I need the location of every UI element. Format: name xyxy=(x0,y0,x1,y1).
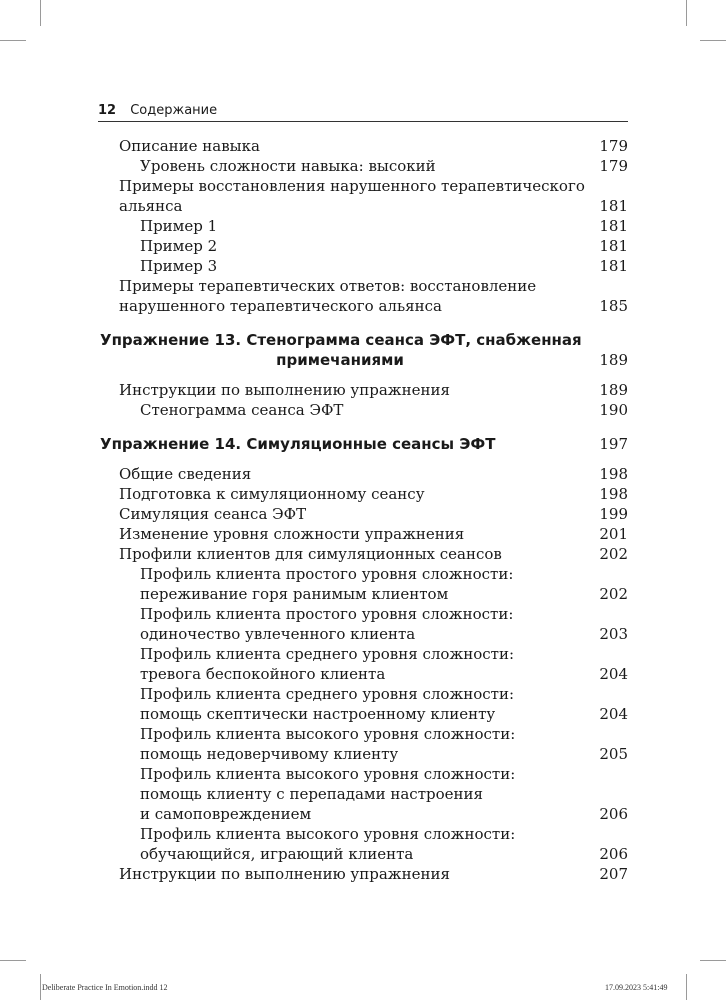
exercise-14-title: Упражнение 14. Симуляционные сеансы ЭФТ xyxy=(100,435,496,453)
toc-entry-page: 181 xyxy=(599,237,628,255)
toc-entry-title-line: Инструкции по выполнению упражнения xyxy=(119,865,450,883)
toc-entry-title-line: обучающийся, играющий клиента xyxy=(140,845,414,863)
exercise-13-title-line2: примечаниями xyxy=(276,351,404,369)
toc-entry-title xyxy=(140,824,515,864)
toc-entry xyxy=(0,524,726,544)
toc-entry-title-line: помощь клиенту с перепадами настроения xyxy=(140,785,483,803)
toc-entry xyxy=(0,276,726,316)
toc-entry-page: 201 xyxy=(599,525,628,543)
toc-entry-title xyxy=(140,256,217,276)
toc-entry-title-line: помощь недоверчивому клиенту xyxy=(140,745,399,763)
toc-entry-title-line: Профиль клиента среднего уровня сложности: xyxy=(140,645,515,663)
toc-entry-page: 202 xyxy=(599,585,628,603)
toc-entry-page: 206 xyxy=(599,805,628,823)
toc-entry-page: 204 xyxy=(599,705,628,723)
toc-entry-page: 202 xyxy=(599,545,628,563)
toc-entry xyxy=(0,156,726,176)
spacer xyxy=(0,454,726,464)
toc-entry-title-line: Профили клиентов для симуляционных сеансов xyxy=(119,545,502,563)
toc-entry-page: 179 xyxy=(599,157,628,175)
toc-entry-title-line: Уровень сложности навыка: высокий xyxy=(140,157,436,175)
toc-entry-title xyxy=(140,156,436,176)
toc-entry-title-line: помощь скептически настроенному клиенту xyxy=(140,705,496,723)
toc-entry-title xyxy=(119,136,260,156)
toc-entry-title-line: Примеры восстановления нарушенного терапевтического xyxy=(119,177,585,195)
crop-mark-top-left xyxy=(40,0,41,26)
toc-entry-page: 189 xyxy=(599,381,628,399)
toc-entry-title-line: Профиль клиента простого уровня сложности: xyxy=(140,605,514,623)
toc-entry xyxy=(0,464,726,484)
toc-entry-title-line: Примеры терапевтических ответов: восстановление xyxy=(119,277,537,295)
toc-entry-title xyxy=(119,524,464,544)
toc-entry-page: 181 xyxy=(599,197,628,215)
toc-entry-page: 190 xyxy=(599,401,628,419)
toc-entry-title-line: Симуляция сеанса ЭФТ xyxy=(119,505,307,523)
exercise-13-heading xyxy=(0,330,726,370)
toc-entry-page: 181 xyxy=(599,217,628,235)
crop-mark-top-right xyxy=(686,0,687,26)
toc-entry-title xyxy=(119,464,251,484)
running-header xyxy=(98,103,628,121)
toc-entry xyxy=(0,724,726,764)
toc-entry xyxy=(0,176,726,216)
crop-mark-bottom-right xyxy=(686,974,687,1000)
toc-entry-title-line: Инструкции по выполнению упражнения xyxy=(119,381,450,399)
toc-entry-title-line: Общие сведения xyxy=(119,465,252,483)
toc-entry-title-line: альянса xyxy=(119,197,183,215)
toc-entry-title xyxy=(140,724,515,764)
toc-entry xyxy=(0,380,726,400)
exercise-14-heading xyxy=(0,434,726,454)
toc-entry-title xyxy=(140,400,343,420)
spacer xyxy=(0,420,726,434)
exercise-13-page: 189 xyxy=(599,351,628,369)
toc-entry-title-line: и самоповреждением xyxy=(140,805,312,823)
toc-entry-page: 205 xyxy=(599,745,628,763)
crop-mark-left-bottom xyxy=(0,960,26,961)
toc-entry-title xyxy=(140,564,513,604)
toc-entry-title-line: Стенограмма сеанса ЭФТ xyxy=(140,401,344,419)
toc-entry-page: 207 xyxy=(599,865,628,883)
toc-entry xyxy=(0,236,726,256)
toc-entry-title xyxy=(119,176,585,216)
toc-entry-page: 198 xyxy=(599,465,628,483)
toc-entry-page: 203 xyxy=(599,625,628,643)
toc-entry-title-line: Профиль клиента среднего уровня сложности: xyxy=(140,685,515,703)
footer-datetime: 17.09.2023 5:41:49 xyxy=(605,983,668,992)
toc-entry-page: 181 xyxy=(599,257,628,275)
toc-entry-page: 204 xyxy=(599,665,628,683)
toc-entry-title-line: переживание горя ранимым клиентом xyxy=(140,585,449,603)
toc-entry xyxy=(0,136,726,156)
toc-entry xyxy=(0,684,726,724)
crop-mark-left-top xyxy=(0,40,26,41)
toc-entry-title-line: Изменение уровня сложности упражнения xyxy=(119,525,465,543)
header-title: Содержание xyxy=(130,103,218,118)
toc-entry-title-line: Описание навыка xyxy=(119,137,260,155)
toc-entry xyxy=(0,504,726,524)
toc-entry-page: 206 xyxy=(599,845,628,863)
toc-group-exercise-13 xyxy=(0,380,726,420)
exercise-13-title-line1: Упражнение 13. Стенограмма сеанса ЭФТ, снабженная xyxy=(100,331,582,349)
crop-mark-right-top xyxy=(700,40,726,41)
toc-entry-title xyxy=(140,604,513,644)
toc-entry-title xyxy=(119,484,425,504)
crop-mark-bottom-left xyxy=(40,974,41,1000)
toc-entry xyxy=(0,824,726,864)
toc-entry-title xyxy=(119,380,450,400)
crop-mark-right-bottom xyxy=(700,960,726,961)
toc-entry xyxy=(0,544,726,564)
toc-entry xyxy=(0,864,726,884)
toc-entry-title xyxy=(119,504,306,524)
exercise-14-page: 197 xyxy=(599,435,628,453)
footer-file-name: Deliberate Practice In Emotion.indd 12 xyxy=(42,983,168,992)
toc-entry-page: 198 xyxy=(599,485,628,503)
toc-group-exercise-14 xyxy=(0,464,726,884)
toc-entry-title xyxy=(140,684,514,724)
toc-entry-title-line: Профиль клиента высокого уровня сложности: xyxy=(140,825,516,843)
toc-entry xyxy=(0,216,726,236)
toc-entry xyxy=(0,400,726,420)
toc-entry-title-line: Подготовка к симуляционному сеансу xyxy=(119,485,425,503)
toc-entry-title xyxy=(140,236,217,256)
toc-entry-title xyxy=(119,864,450,884)
toc-entry xyxy=(0,484,726,504)
toc-entry-title-line: Пример 1 xyxy=(140,217,218,235)
toc-entry-title xyxy=(140,216,217,236)
toc-entry-title xyxy=(119,544,502,564)
toc-entry-title-line: Профиль клиента простого уровня сложности: xyxy=(140,565,514,583)
toc-entry-title-line: Профиль клиента высокого уровня сложности: xyxy=(140,765,516,783)
header-rule xyxy=(98,121,628,122)
toc-entry-title xyxy=(140,764,515,824)
toc-entry xyxy=(0,604,726,644)
toc-entry-title-line: Пример 2 xyxy=(140,237,218,255)
toc-group-skill xyxy=(0,136,726,316)
spacer xyxy=(0,370,726,380)
toc-entry xyxy=(0,644,726,684)
toc-entry-title-line: Профиль клиента высокого уровня сложности: xyxy=(140,725,516,743)
toc-entry-title-line: одиночество увлеченного клиента xyxy=(140,625,416,643)
spacer xyxy=(0,316,726,330)
toc-entry-title-line: Пример 3 xyxy=(140,257,218,275)
toc-entry-page: 179 xyxy=(599,137,628,155)
toc-entry xyxy=(0,256,726,276)
toc-entry-page: 199 xyxy=(599,505,628,523)
toc-entry xyxy=(0,564,726,604)
header-page-number: 12 xyxy=(98,103,117,118)
toc-entry-title-line: нарушенного терапевтического альянса xyxy=(119,297,442,315)
toc-entry-page: 185 xyxy=(599,297,628,315)
toc-entry-title-line: тревога беспокойного клиента xyxy=(140,665,386,683)
table-of-contents xyxy=(0,136,726,884)
toc-entry xyxy=(0,764,726,824)
toc-entry-title xyxy=(119,276,536,316)
toc-entry-title xyxy=(140,644,514,684)
